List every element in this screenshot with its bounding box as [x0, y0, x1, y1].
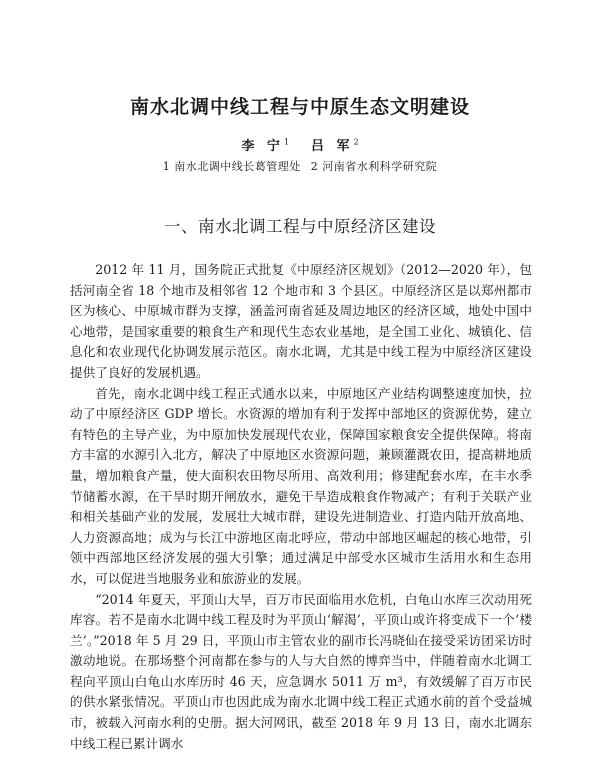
author-affiliation-mark: 1: [283, 137, 289, 147]
section-heading: 一、南水北调工程与中原经济区建设: [164, 217, 436, 236]
paragraph: “2014 年夏天，平顶山大旱，百万市民面临用水危机，白龟山水库三次动用死库容。若不是南水北调中线工程及时为平顶山‘解渴’，平顶山或许将变成下一个‘楼兰’。”2018 年 5 月 29 日，平顶山市主管农业的副市长冯晓仙在接受采访团采访时激动地说。在那场整个河南都在参与的人与大自然的博弈当中，伴随着南水北调工程向平顶山白龟山水库历时 46 天，应急调水 5011 万 m³，有效缓解了百万市民的供水紧张情况。平顶山市也因此成为南水北调中线工程正式通水前的首个受益城市，被载入河南水利的史册。据大河网讯，截至 2018 年 9 月 13 日，南水北调东中线工程已累计调水: [70, 591, 532, 751]
paragraph: 首先，南水北调中线工程正式通水以来，中原地区产业结构调整速度加快，拉动了中原经济区 GDP 增长。水资源的增加有利于发挥中部地区的资源优势，建立有特色的主导产业，为中原加快发展现代农业，保障国家粮食安全提供保障。将南方丰富的水源引入北方，解决了中原地区水资源问题，兼顾灌溉农田，提高耕地质量，增加粮食产量，使大面积农田物尽所用、高效利用；修建配套水库，在丰水季节储蓄水源，在干旱时期开闸放水，避免干旱造成粮食作物减产；有利于关联产业和相关基础产业的发展，发展壮大城市群，建设先进制造业、打造内陆开放高地、人力资源高地；成为与长江中游地区南北呼应，带动中部地区崛起的核心地带，引领中西部地区经济发展的强大引擎；通过满足中部受水区城市生活用水和生态用水，可以促进当地服务业和旅游业的发展。: [70, 385, 532, 586]
affiliation: 2 河南省水利科学研究院: [310, 160, 438, 173]
article-body: [70, 260, 532, 754]
author-line: [0, 135, 600, 154]
author-name: 李 宁: [241, 139, 284, 154]
article-title: 南水北调中线工程与中原生态文明建设: [129, 96, 470, 118]
paragraph: 2012 年 11 月，国务院正式批复《中原经济区规划》（2012—2020 年），包括河南全省 18 个地市及相邻省 12 个地市和 3 个县区。中原经济区是以郑州都市区为核心、中原城市群为支撑，涵盖河南省延及周边地区的经济区域，地处中国中心地带，是国家重要的粮食生产和现代生态农业基地，是全国工业化、城镇化、信息化和农业现代化协调发展示范区。南水北调，尤其是中线工程为中原经济区建设提供了良好的发展机遇。: [70, 262, 532, 380]
affiliation-line: [0, 158, 600, 174]
author-name: 吕 军: [311, 139, 354, 154]
author-affiliation-mark: 2: [353, 137, 359, 147]
affiliation: 1 南水北调中线长葛管理处: [162, 160, 301, 173]
